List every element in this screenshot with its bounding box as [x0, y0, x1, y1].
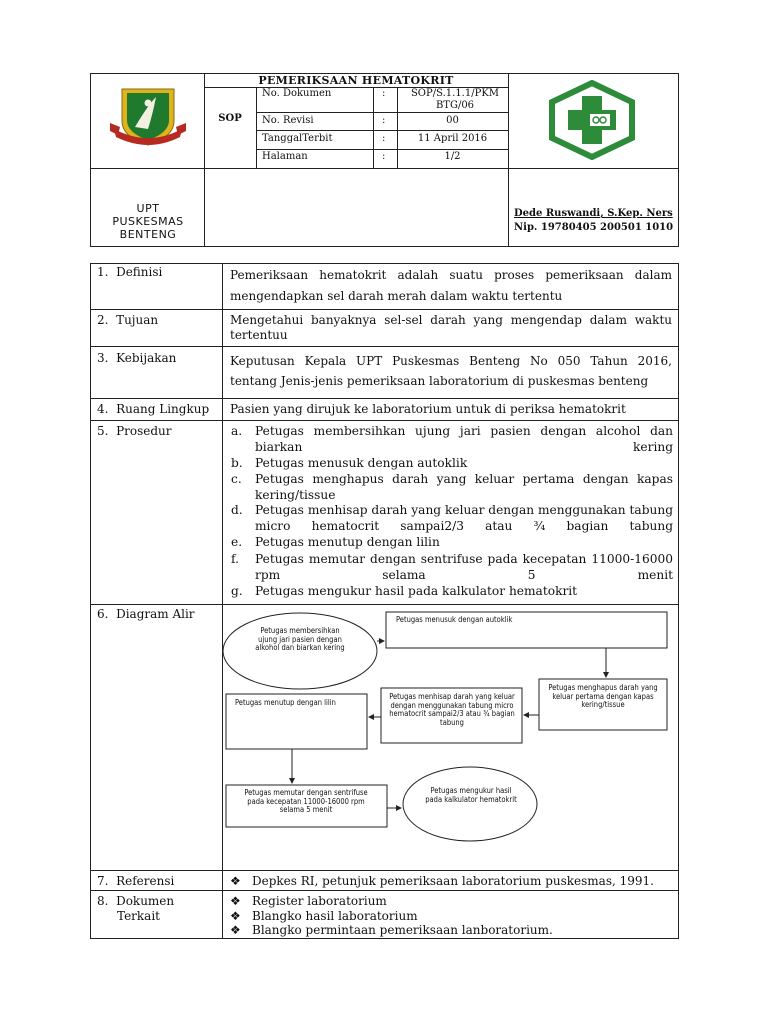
diamond-bullet-icon: ❖	[230, 874, 241, 888]
row-label-definisi: 1. Definisi	[97, 265, 163, 279]
diamond-bullet-icon: ❖	[230, 909, 241, 923]
step-text: Petugas membersihkan ujung jari pasien dengan alcohol dan biarkan kering	[255, 424, 673, 454]
diamond-bullet-icon: ❖	[230, 894, 241, 908]
row-label-terkait: Terkait	[117, 909, 160, 923]
row-text-kebijakan: Keputusan Kepala UPT Puskesmas Benteng No 050 Tahun 2016, tentang Jenis-jenis pemeriksaan laboratorium di puskesmas benteng	[230, 354, 672, 388]
document-title: PEMERIKSAAN HEMATOKRIT	[258, 74, 454, 87]
field-sep: :	[382, 133, 386, 144]
field-value-no-revisi: 00	[446, 115, 459, 126]
reference-item	[230, 874, 654, 889]
row-text-tujuan: Mengetahui banyaknya sel-sel darah yang mengendap dalam waktu tertentuu	[230, 313, 672, 342]
step-text: Petugas memutar dengan sentrifuse pada kecepatan 11000-16000 rpm selama 5 menit	[255, 552, 673, 582]
diamond-bullet-icon: ❖	[230, 923, 241, 937]
field-label-no-dokumen: No. Dokumen	[262, 88, 332, 99]
row-text-definisi: Pemeriksaan hematokrit adalah suatu proses pemeriksaan dalam mengendapkan sel darah merah dalam waktu tertentu	[230, 268, 672, 303]
related-doc-item	[230, 909, 418, 924]
field-value-tanggal-terbit: 11 April 2016	[417, 133, 488, 144]
field-sep: :	[382, 88, 386, 99]
field-value-halaman: 1/2	[444, 151, 461, 162]
related-doc-text: Register laboratorium	[252, 894, 387, 908]
organization-name: UPT PUSKESMAS BENTENG	[112, 202, 184, 241]
sop-label: SOP	[218, 113, 242, 124]
step-key: e.	[231, 535, 243, 549]
step-key: a.	[231, 424, 243, 438]
flow-node-5-text: Petugas menutup dengan lilin	[235, 698, 336, 707]
row-label-tujuan: 2. Tujuan	[97, 313, 159, 327]
step-text: Petugas menusuk dengan autoklik	[255, 456, 468, 470]
related-doc-item	[230, 923, 553, 938]
step-text: Petugas mengukur hasil pada kalkulator hematokrit	[255, 584, 578, 598]
related-doc-text: Blangko hasil laboratorium	[252, 909, 418, 923]
step-text: Petugas menghapus darah yang keluar pertama dengan kapas kering/tissue	[255, 472, 673, 502]
flow-end-ellipse	[403, 767, 537, 841]
row-label-prosedur: 5. Prosedur	[97, 424, 172, 438]
field-label-no-revisi: No. Revisi	[262, 115, 314, 126]
reference-text: Depkes RI, petunjuk pemeriksaan laboratorium puskesmas, 1991.	[252, 874, 654, 888]
step-key: g.	[231, 584, 243, 598]
flow-node-3-text: Petugas menghapus darah yang keluar pertama dengan kapas kering/tissue	[548, 683, 658, 709]
related-doc-text: Blangko permintaan pemeriksaan lanboratorium.	[252, 923, 553, 937]
flow-node-7-text: Petugas mengukur hasil pada kalkulator hematokrit	[425, 786, 517, 804]
row-text-ruang-lingkup: Pasien yang dirujuk ke laboratorium untuk di periksa hematokrit	[230, 402, 626, 416]
field-sep: :	[382, 151, 386, 162]
field-label-halaman: Halaman	[262, 151, 308, 162]
flow-node-4-text: Petugas menhisap darah yang keluar dengan menggunakan tabung micro hematocrit sampai2/3 atau ¾ bagian tabung	[389, 692, 515, 727]
row-label-dokumen: 8. Dokumen	[97, 894, 175, 908]
row-label-referensi: 7. Referensi	[97, 874, 175, 888]
field-value-no-dokumen: SOP/S.1.1.1/PKM BTG/06	[410, 88, 500, 111]
step-text: Petugas menutup dengan lilin	[255, 535, 440, 549]
step-key: b.	[231, 456, 243, 470]
field-label-tanggal-terbit: TanggalTerbit	[262, 133, 333, 144]
step-key: f.	[231, 552, 239, 566]
flow-node-6-text: Petugas memutar dengan sentrifuse pada kecepatan 11000-16000 rpm selama 5 menit	[244, 788, 368, 814]
signer-name: Dede Ruswandi, S.Kep. Ners	[514, 208, 673, 219]
row-label-kebijakan: 3. Kebijakan	[97, 351, 177, 365]
row-label-ruang-lingkup: 4. Ruang Lingkup	[97, 402, 210, 416]
step-key: d.	[231, 503, 243, 517]
flow-node-2-text: Petugas menusuk dengan autoklik	[396, 615, 513, 624]
step-key: c.	[231, 472, 242, 486]
step-text: Petugas menhisap darah yang keluar dengan menggunakan tabung micro hematocrit sampai2/3 atau ¾ bagian tabung	[255, 503, 673, 533]
related-doc-item	[230, 894, 387, 909]
signer-nip: Nip. 19780405 200501 1010	[514, 222, 674, 233]
field-sep: :	[382, 115, 386, 126]
row-label-diagram-alir: 6. Diagram Alir	[97, 607, 195, 621]
flow-node-1-text: Petugas membersihkan ujung jari pasien dengan alkohol dan biarkan kering	[255, 626, 345, 652]
